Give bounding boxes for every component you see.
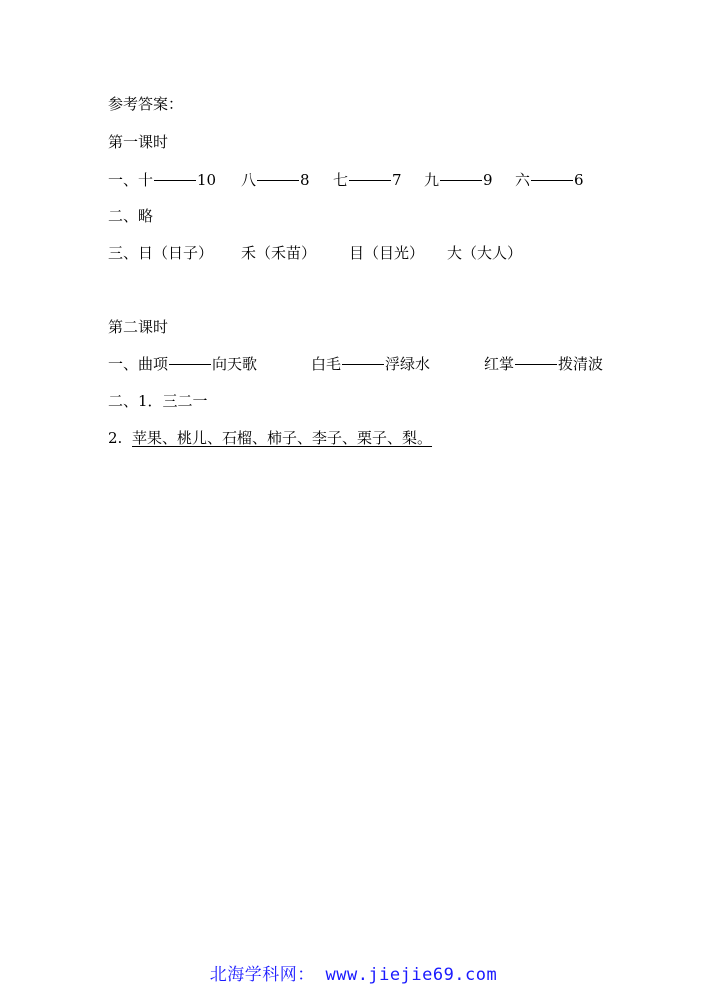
poem-match-item xyxy=(484,354,603,374)
poem-match-item xyxy=(138,354,257,374)
match-right: 浮绿水 xyxy=(385,355,431,373)
match-left: 红掌 xyxy=(484,355,515,373)
match-left: 七 xyxy=(333,171,349,189)
match-left: 曲项 xyxy=(138,355,169,373)
dash-line xyxy=(257,180,299,181)
lesson1-q2: 二、略 xyxy=(108,207,154,225)
character-word-item: 大（大人） xyxy=(447,244,523,262)
match-right: 8 xyxy=(300,171,310,189)
lesson1-q3-prefix: 三、 xyxy=(108,244,139,262)
lesson2-q1-row xyxy=(108,354,608,374)
dash-line xyxy=(440,180,482,181)
lesson1-q1-row xyxy=(108,170,608,190)
match-item xyxy=(424,170,493,190)
lesson2-q2b-prefix: 2. xyxy=(108,429,123,447)
dash-line xyxy=(154,180,196,181)
match-item xyxy=(138,170,216,190)
lesson1-q3-row xyxy=(108,243,608,263)
lesson2-q2b-row xyxy=(108,428,608,448)
match-right: 6 xyxy=(574,171,584,189)
fruit-answer: 苹果、桃儿、石榴、柿子、李子、栗子、梨。 xyxy=(132,429,433,447)
match-right: 向天歌 xyxy=(212,355,258,373)
poem-match-item xyxy=(311,354,430,374)
match-left: 六 xyxy=(515,171,531,189)
dash-line xyxy=(531,180,573,181)
lesson1-q1-prefix: 一、 xyxy=(108,171,139,189)
match-right: 9 xyxy=(483,171,493,189)
match-left: 十 xyxy=(138,171,154,189)
match-right: 拨清波 xyxy=(558,355,604,373)
dash-line xyxy=(349,180,391,181)
dash-line xyxy=(515,364,557,365)
match-left: 八 xyxy=(241,171,257,189)
match-left: 白毛 xyxy=(311,355,342,373)
match-item xyxy=(515,170,584,190)
match-item xyxy=(241,170,310,190)
lesson2-q2a: 二、1．三二一 xyxy=(108,392,208,410)
dash-line xyxy=(342,364,384,365)
lesson2-title: 第二课时 xyxy=(108,318,169,336)
character-word-item: 目（目光） xyxy=(349,244,425,262)
dash-line xyxy=(169,364,211,365)
match-left: 九 xyxy=(424,171,440,189)
match-right: 7 xyxy=(392,171,402,189)
lesson1-title: 第一课时 xyxy=(108,133,169,151)
lesson2-q1-prefix: 一、 xyxy=(108,355,139,373)
character-word-item: 日（日子） xyxy=(138,244,214,262)
match-right: 10 xyxy=(197,171,217,189)
match-item xyxy=(333,170,402,190)
answer-heading: 参考答案： xyxy=(108,95,184,113)
character-word-item: 禾（禾苗） xyxy=(241,244,317,262)
footer-website[interactable]: 北海学科网： www.jiejie69.com xyxy=(209,965,498,985)
